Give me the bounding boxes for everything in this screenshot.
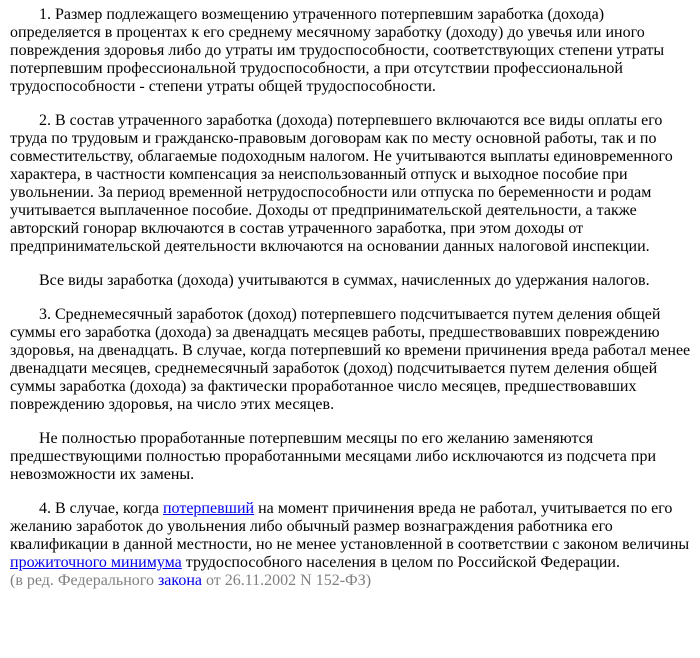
paragraph-1	[10, 6, 692, 96]
paragraph-5	[10, 430, 692, 484]
legal-text-document	[10, 6, 692, 590]
edit-note-text: от 26.11.2002 N 152-ФЗ)	[201, 572, 372, 589]
link-prozhitochnyi-minimum[interactable]: прожиточного минимума	[10, 554, 182, 571]
edit-note-text: (в ред. Федерального	[10, 572, 158, 589]
paragraph-text: на момент причинения вреда не работал, учитывается по его желанию заработок до увольнения либо обычный размер вознаграждения работника его квалификации в данной местности, но не менее установленной в соответствии с законом величины	[10, 500, 690, 553]
paragraph-text: 3. Среднемесячный заработок (доход) потерпевшего подсчитывается путем деления общей суммы его заработка (дохода) за двенадцать месяцев работы, предшествовавших повреждению здоровья, на двенадцать. В случае, когда потерпевший ко времени причинения вреда работал менее двенадцати месяцев, среднемесячный заработок (доход) подсчитывается путем деления общей суммы заработка (дохода) за фактически проработанное число месяцев, предшествовавших повреждению здоровья, на число этих месяцев.	[10, 306, 691, 413]
paragraph-text: 2. В состав утраченного заработка (дохода) потерпевшего включаются все виды оплаты его труда по трудовым и гражданско-правовым договорам как по месту основной работы, так и по совместительству, облагаемые подоходным налогом. Не учитываются выплаты единовременного характера, в частности компенсация за неиспользованный отпуск и выходное пособие при увольнении. За период временной нетрудоспособности или отпуска по беременности и родам учитывается выплаченное пособие. Доходы от предпринимательской деятельности, а также авторский гонорар включаются в состав утраченного заработка, при этом доходы от предпринимательской деятельности включаются на основании данных налоговой инспекции.	[10, 112, 673, 255]
paragraph-6	[10, 500, 692, 572]
link-federal-law[interactable]: закона	[157, 572, 202, 589]
paragraph-2	[10, 112, 692, 256]
paragraph-text: Все виды заработка (дохода) учитываются в суммах, начисленных до удержания налогов.	[39, 272, 650, 289]
paragraph-text: Не полностью проработанные потерпевшим месяцы по его желанию заменяются предшествующими полностью проработанными месяцами либо исключаются из подсчета при невозможности их замены.	[10, 430, 657, 483]
paragraph-4	[10, 306, 692, 414]
edit-note	[10, 572, 692, 590]
link-poterpevshiy[interactable]: потерпевший	[162, 500, 255, 517]
paragraph-3	[10, 272, 692, 290]
paragraph-text: трудоспособного населения в целом по Российской Федерации.	[181, 554, 620, 571]
paragraph-text: 1. Размер подлежащего возмещению утраченного потерпевшим заработка (дохода) определяется в процентах к его среднему месячному заработку (доходу) до увечья или иного повреждения здоровья либо до утраты им трудоспособности, соответствующих степени утраты потерпевшим профессиональной трудоспособности, а при отсутствии профессиональной трудоспособности - степени утраты общей трудоспособности.	[10, 6, 665, 95]
paragraph-text: 4. В случае, когда	[39, 500, 163, 517]
